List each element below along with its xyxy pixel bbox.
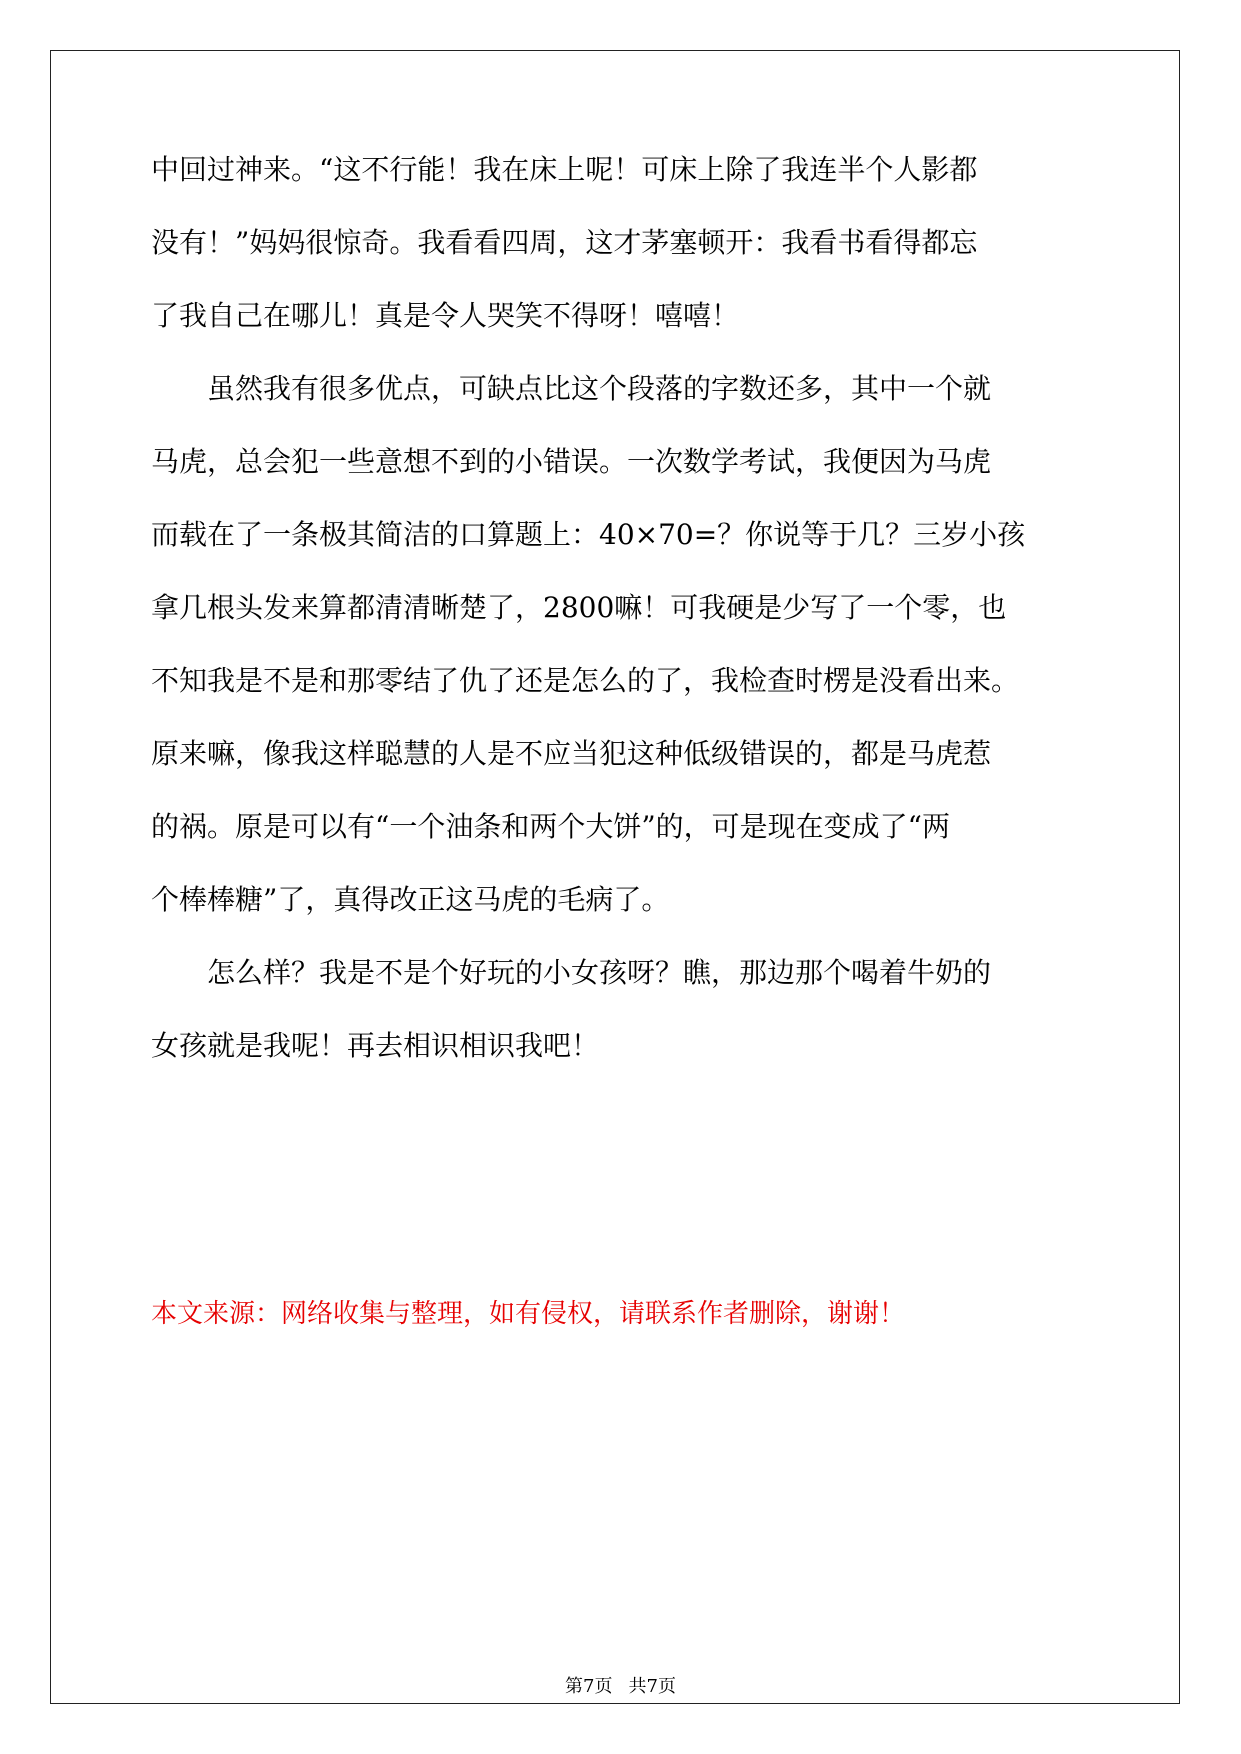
text-line: 了我自己在哪儿！真是令人哭笑不得呀！嘻嘻！: [151, 299, 740, 332]
page-total: 共7页: [628, 1676, 676, 1697]
page-number: 第7页: [565, 1676, 613, 1697]
text-line: 中回过神来。“这不行能！我在床上呢！可床上除了我连半个人影都: [151, 153, 978, 186]
text-line: 个棒棒糖”了，真得改正这马虎的毛病了。: [151, 883, 670, 916]
text-line: 的祸。原是可以有“一个油条和两个大饼”的，可是现在变成了“两: [151, 810, 950, 843]
text-line: 虽然我有很多优点，可缺点比这个段落的字数还多，其中一个就: [151, 372, 992, 405]
text-line: 不知我是不是和那零结了仇了还是怎么的了，我检查时楞是没看出来。: [151, 664, 1020, 697]
text-line: 而载在了一条极其简洁的口算题上：40×70=？你说等于几？三岁小孩: [151, 518, 1026, 551]
text-line: 没有！”妈妈很惊奇。我看看四周，这才茅塞顿开：我看书看得都忘: [151, 226, 978, 259]
text-line: 拿几根头发来算都清清晰楚了，2800嘛！可我硬是少写了一个零，也: [151, 591, 1007, 624]
text-line: 怎么样？我是不是个好玩的小女孩呀？瞧，那边那个喝着牛奶的: [151, 956, 992, 989]
page-footer: [0, 1674, 1241, 1700]
text-line: 马虎，总会犯一些意想不到的小错误。一次数学考试，我便因为马虎: [151, 445, 992, 478]
source-note: 本文来源：网络收集与整理，如有侵权，请联系作者删除，谢谢！: [151, 1299, 906, 1329]
text-line: 女孩就是我呢！再去相识相识我吧！: [151, 1029, 600, 1062]
text-line: 原来嘛，像我这样聪慧的人是不应当犯这种低级错误的，都是马虎惹: [151, 737, 992, 770]
